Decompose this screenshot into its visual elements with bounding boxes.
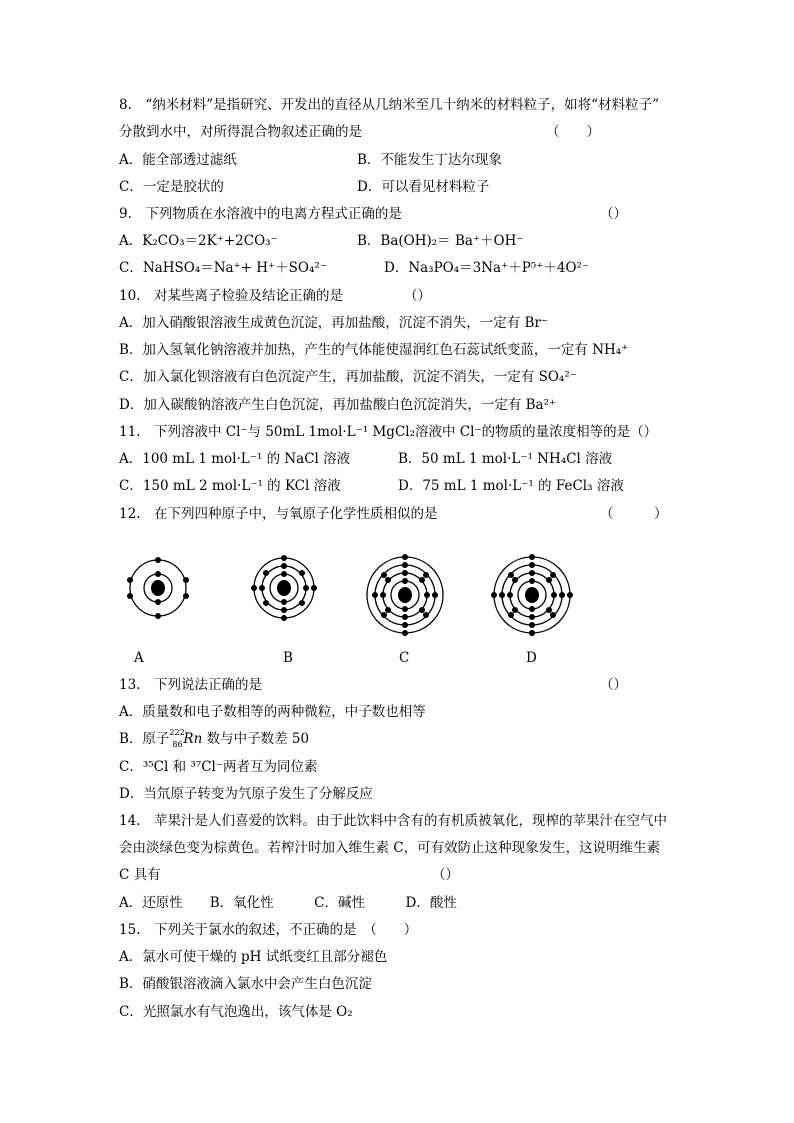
q15-option-b: B．硝酸银溶液滴入氯水中会产生白色沉淀 (119, 976, 372, 992)
q12-answer-paren: （ ） (600, 506, 668, 522)
q13-option-b-prefix: B．原子 (119, 731, 170, 747)
q9-option-a: A．K₂CO₃＝2K⁺+2CO₃⁻ (119, 233, 278, 249)
q11-option-d: D．75 mL 1 mol·L⁻¹ 的 FeCl₃ 溶液 (398, 478, 624, 494)
q13-option-d: D．当氘原子转变为氕原子发生了分解反应 (119, 786, 373, 802)
q10-option-a: A．加入硝酸银溶液生成黄色沉淀，再加盐酸，沉淀不消失，一定有 Br⁻ (119, 315, 549, 331)
q10-option-b: B．加入氢氧化钠溶液并加热，产生的气体能使湿润红色石蕊试纸变蓝，一定有 NH₄⁺ (119, 342, 629, 358)
rn-symbol: Rn (183, 731, 203, 747)
atom-label-d: D (526, 650, 537, 666)
q13-option-b-suffix: 数与中子数差 50 (202, 731, 310, 747)
q8-answer-paren: （ ） (546, 124, 600, 140)
q14-stem-line2: 会由淡绿色变为棕黄色。若榨汁时加入维生素 C，可有效防止这种现象发生，这说明维生素 (119, 840, 661, 856)
q15-stem: 15. 下列关于氯水的叙述，不正确的是 （ ） (119, 922, 418, 938)
q11-option-a: A．100 mL 1 mol·L⁻¹ 的 NaCl 溶液 (119, 451, 351, 467)
q13-option-c: C．³⁵Cl 和 ³⁷Cl⁻两者互为同位素 (119, 759, 318, 775)
q14-stem-line3: C 具有 (119, 867, 161, 883)
q8-option-a: A．能全部透过滤纸 (119, 152, 237, 168)
q15-option-c: C．光照氯水有气泡逸出，该气体是 O₂ (119, 1004, 353, 1020)
q9-option-d: D．Na₃PO₄＝3Na⁺＋P⁵⁺＋4O²⁻ (384, 260, 590, 276)
q14-options: A．还原性 B．氧化性 C．碱性 D．酸性 (119, 895, 457, 911)
q9-option-c: C．NaHSO₄＝Na⁺+ H⁺＋SO₄²⁻ (119, 260, 327, 276)
atom-diagram-svg (118, 540, 588, 680)
q8-stem-line2: 分散到水中，对所得混合物叙述正确的是 (119, 124, 362, 140)
q14-stem-line1: 14. 苹果汁是人们喜爱的饮料。由于此饮料中含有的有机质被氧化，现榨的苹果汁在空气中 (119, 813, 667, 829)
q10-answer-paren: （） (404, 288, 431, 304)
rn-nuclide-indices (169, 727, 185, 749)
q9-answer-paren: （） (600, 206, 627, 222)
q11-option-c: C．150 mL 2 mol·L⁻¹ 的 KCl 溶液 (119, 478, 341, 494)
q15-option-a: A．氯水可使干燥的 pH 试纸变红且部分褪色 (119, 949, 388, 965)
q10-stem: 10. 对某些离子检验及结论正确的是 (119, 288, 343, 304)
q11-stem: 11. 下列溶液中 Cl⁻与 50mL 1mol·L⁻¹ MgCl₂溶液中 Cl⁻的物质的量浓度相等的是（） (119, 424, 658, 440)
atom-diagrams (118, 540, 588, 680)
rn-mass-number: 222 (169, 727, 185, 737)
q10-option-c: C．加入氯化钡溶液有白色沉淀产生，再加盐酸，沉淀不消失，一定有 SO₄²⁻ (119, 369, 577, 385)
atom-label-b: B (283, 650, 293, 666)
rn-atomic-number: 86 (172, 739, 183, 749)
q8-option-b: B．不能发生丁达尔现象 (357, 152, 502, 168)
q13-stem: 13. 下列说法正确的是 (119, 677, 262, 693)
q8-stem-line1: 8. “纳米材料”是指研究、开发出的直径从几纳米至几十纳米的材料粒子，如将“材料粒子” (119, 97, 659, 113)
atom-label-a: A (134, 650, 144, 666)
q8-option-d: D．可以看见材料粒子 (357, 179, 490, 195)
q8-option-c: C．一定是胶状的 (119, 179, 224, 195)
atom-label-c: C (399, 650, 410, 666)
q9-option-b: B．Ba(OH)₂＝ Ba⁺＋OH⁻ (357, 233, 524, 249)
q11-option-b: B．50 mL 1 mol·L⁻¹ NH₄Cl 溶液 (398, 451, 613, 467)
q10-option-d: D．加入碳酸钠溶液产生白色沉淀，再加盐酸白色沉淀消失，一定有 Ba²⁺ (119, 397, 557, 413)
q12-stem: 12. 在下列四种原子中，与氧原子化学性质相似的是 (119, 506, 438, 522)
q13-option-b (119, 729, 309, 749)
q14-answer-paren: （） (432, 867, 459, 883)
q13-option-a: A．质量数和电子数相等的两种微粒，中子数也相等 (119, 704, 426, 720)
q9-stem: 9. 下列物质在水溶液中的电离方程式正确的是 (119, 206, 402, 222)
q13-answer-paren: （） (600, 677, 627, 693)
